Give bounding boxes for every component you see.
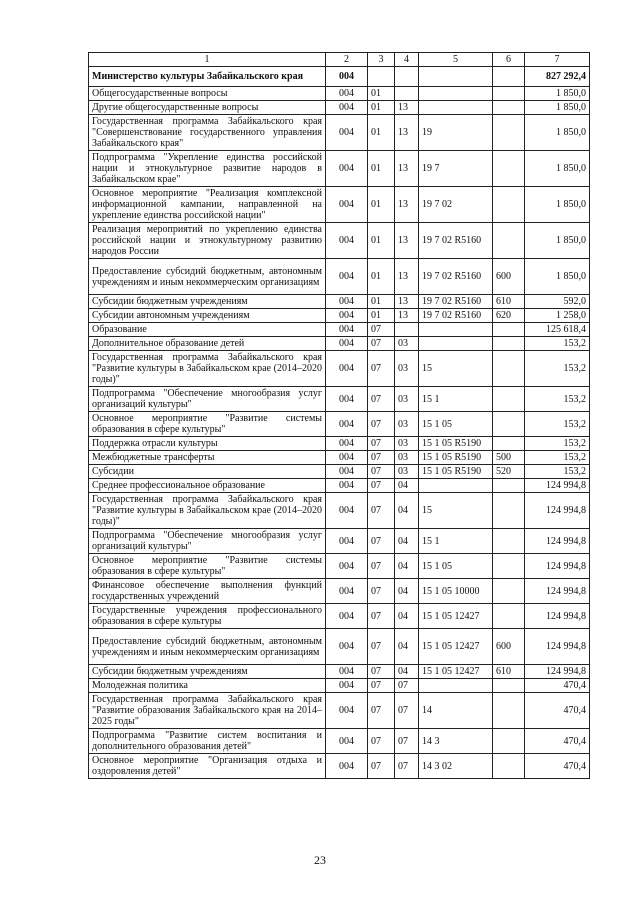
row-section-cell: 07 <box>368 579 395 604</box>
row-code-cell: 004 <box>326 309 368 323</box>
row-section-cell: 07 <box>368 465 395 479</box>
row-subsection-cell: 13 <box>395 187 419 223</box>
row-code-cell: 004 <box>326 101 368 115</box>
row-name-cell: Дополнительное образование детей <box>89 337 326 351</box>
row-amount-cell: 124 994,8 <box>525 579 590 604</box>
row-amount-cell: 124 994,8 <box>525 604 590 629</box>
row-amount-cell: 124 994,8 <box>525 493 590 529</box>
row-code-cell: 004 <box>326 679 368 693</box>
table-row <box>89 451 590 465</box>
row-section-cell: 07 <box>368 479 395 493</box>
row-code-cell: 004 <box>326 493 368 529</box>
row-type-cell <box>493 729 525 754</box>
row-code-cell: 004 <box>326 87 368 101</box>
row-name-cell: Государственная программа Забайкальского края "Развитие образования Забайкальского края на 2014–2025 годы" <box>89 693 326 729</box>
row-amount-cell: 470,4 <box>525 693 590 729</box>
row-section-cell: 07 <box>368 451 395 465</box>
row-name-cell: Предоставление субсидий бюджетным, автономным учреждениям и иным некоммерческим организациям <box>89 629 326 665</box>
row-target-cell: 15 1 05 12427 <box>419 665 493 679</box>
row-amount-cell: 124 994,8 <box>525 629 590 665</box>
row-amount-cell: 153,2 <box>525 337 590 351</box>
row-type-cell <box>493 604 525 629</box>
table-row <box>89 465 590 479</box>
header-cell: 7 <box>525 53 590 67</box>
row-name-cell: Государственная программа Забайкальского края "Развитие культуры в Забайкальском крае (2014–2020 годы)" <box>89 351 326 387</box>
row-type-cell <box>493 579 525 604</box>
table-row <box>89 529 590 554</box>
row-amount-cell: 124 994,8 <box>525 554 590 579</box>
table-row <box>89 87 590 101</box>
row-subsection-cell: 03 <box>395 437 419 451</box>
row-subsection-cell: 07 <box>395 693 419 729</box>
row-subsection-cell: 03 <box>395 351 419 387</box>
row-amount-cell: 124 994,8 <box>525 665 590 679</box>
row-target-cell: 19 7 02 R5160 <box>419 223 493 259</box>
row-section-cell: 07 <box>368 554 395 579</box>
table-row <box>89 412 590 437</box>
row-type-cell <box>493 323 525 337</box>
table-row <box>89 754 590 779</box>
row-type-cell: 600 <box>493 629 525 665</box>
row-code-cell: 004 <box>326 629 368 665</box>
row-section-cell: 07 <box>368 665 395 679</box>
row-target-cell: 15 1 <box>419 529 493 554</box>
row-type-cell: 500 <box>493 451 525 465</box>
row-type-cell: 620 <box>493 309 525 323</box>
budget-table <box>88 52 590 779</box>
row-name-cell: Среднее профессиональное образование <box>89 479 326 493</box>
row-target-cell <box>419 87 493 101</box>
row-type-cell <box>493 87 525 101</box>
table-row <box>89 115 590 151</box>
row-code-cell: 004 <box>326 67 368 87</box>
row-name-cell: Субсидии автономным учреждениям <box>89 309 326 323</box>
row-code-cell: 004 <box>326 187 368 223</box>
row-amount-cell: 470,4 <box>525 729 590 754</box>
row-type-cell <box>493 115 525 151</box>
row-section-cell: 07 <box>368 754 395 779</box>
table-row <box>89 437 590 451</box>
row-type-cell <box>493 554 525 579</box>
row-type-cell <box>493 754 525 779</box>
table-row <box>89 665 590 679</box>
row-subsection-cell: 07 <box>395 679 419 693</box>
row-amount-cell: 592,0 <box>525 295 590 309</box>
row-subsection-cell <box>395 323 419 337</box>
row-subsection-cell: 03 <box>395 387 419 412</box>
table-row <box>89 729 590 754</box>
row-section-cell: 07 <box>368 679 395 693</box>
row-section-cell: 07 <box>368 693 395 729</box>
table-row <box>89 693 590 729</box>
row-name-cell: Основное мероприятие "Развитие системы образования в сфере культуры" <box>89 412 326 437</box>
row-name-cell: Субсидии бюджетным учреждениям <box>89 665 326 679</box>
table-row <box>89 679 590 693</box>
row-code-cell: 004 <box>326 223 368 259</box>
row-code-cell: 004 <box>326 295 368 309</box>
row-name-cell: Субсидии <box>89 465 326 479</box>
row-subsection-cell: 13 <box>395 309 419 323</box>
row-amount-cell: 153,2 <box>525 387 590 412</box>
row-type-cell <box>493 529 525 554</box>
row-section-cell: 01 <box>368 295 395 309</box>
row-amount-cell: 125 618,4 <box>525 323 590 337</box>
row-subsection-cell: 03 <box>395 451 419 465</box>
row-name-cell: Государственная программа Забайкальского края "Совершенствование государственного управления Забайкальского края" <box>89 115 326 151</box>
row-target-cell <box>419 101 493 115</box>
row-section-cell: 07 <box>368 629 395 665</box>
row-target-cell: 14 <box>419 693 493 729</box>
row-code-cell: 004 <box>326 337 368 351</box>
row-amount-cell: 1 850,0 <box>525 115 590 151</box>
row-section-cell: 01 <box>368 187 395 223</box>
row-type-cell <box>493 187 525 223</box>
header-cell: 3 <box>368 53 395 67</box>
row-subsection-cell: 04 <box>395 479 419 493</box>
row-section-cell: 01 <box>368 309 395 323</box>
row-target-cell: 19 7 02 R5160 <box>419 259 493 295</box>
row-amount-cell: 1 850,0 <box>525 151 590 187</box>
row-code-cell: 004 <box>326 604 368 629</box>
row-section-cell: 01 <box>368 223 395 259</box>
row-code-cell: 004 <box>326 693 368 729</box>
row-target-cell <box>419 479 493 493</box>
row-type-cell <box>493 479 525 493</box>
table-row <box>89 187 590 223</box>
row-type-cell <box>493 387 525 412</box>
row-name-cell: Финансовое обеспечение выполнения функций государственных учреждений <box>89 579 326 604</box>
row-section-cell: 01 <box>368 115 395 151</box>
row-type-cell <box>493 412 525 437</box>
row-amount-cell: 1 850,0 <box>525 101 590 115</box>
row-subsection-cell: 13 <box>395 223 419 259</box>
row-target-cell <box>419 679 493 693</box>
row-section-cell: 07 <box>368 604 395 629</box>
row-type-cell <box>493 351 525 387</box>
row-target-cell: 19 7 02 R5160 <box>419 295 493 309</box>
row-target-cell: 15 1 05 R5190 <box>419 451 493 465</box>
row-amount-cell: 153,2 <box>525 412 590 437</box>
row-name-cell: Общегосударственные вопросы <box>89 87 326 101</box>
row-subsection-cell: 13 <box>395 101 419 115</box>
table-row <box>89 387 590 412</box>
row-name-cell: Подпрограмма "Укрепление единства российской нации и этнокультурное развитие народов в Забайкальском крае" <box>89 151 326 187</box>
header-cell: 5 <box>419 53 493 67</box>
row-code-cell: 004 <box>326 323 368 337</box>
row-section-cell: 01 <box>368 87 395 101</box>
row-name-cell: Государственные учреждения профессионального образования в сфере культуры <box>89 604 326 629</box>
table-row <box>89 337 590 351</box>
row-subsection-cell: 04 <box>395 493 419 529</box>
row-subsection-cell <box>395 87 419 101</box>
row-target-cell <box>419 323 493 337</box>
row-amount-cell: 1 850,0 <box>525 223 590 259</box>
row-code-cell: 004 <box>326 665 368 679</box>
table-row <box>89 351 590 387</box>
row-name-cell: Субсидии бюджетным учреждениям <box>89 295 326 309</box>
row-amount-cell: 1 850,0 <box>525 259 590 295</box>
row-code-cell: 004 <box>326 437 368 451</box>
row-type-cell: 520 <box>493 465 525 479</box>
row-code-cell: 004 <box>326 754 368 779</box>
row-type-cell <box>493 337 525 351</box>
row-target-cell <box>419 67 493 87</box>
row-subsection-cell: 04 <box>395 665 419 679</box>
row-name-cell: Поддержка отрасли культуры <box>89 437 326 451</box>
row-amount-cell: 827 292,4 <box>525 67 590 87</box>
row-target-cell <box>419 337 493 351</box>
table-row <box>89 479 590 493</box>
row-target-cell: 15 1 05 10000 <box>419 579 493 604</box>
row-subsection-cell: 03 <box>395 412 419 437</box>
row-target-cell: 15 1 05 12427 <box>419 629 493 665</box>
row-type-cell <box>493 151 525 187</box>
row-code-cell: 004 <box>326 729 368 754</box>
table-row <box>89 259 590 295</box>
table-header-row <box>89 53 590 67</box>
row-target-cell: 15 1 05 12427 <box>419 604 493 629</box>
row-name-cell: Подпрограмма "Обеспечение многообразия услуг организаций культуры" <box>89 387 326 412</box>
row-section-cell: 01 <box>368 151 395 187</box>
table-row <box>89 309 590 323</box>
row-name-cell: Межбюджетные трансферты <box>89 451 326 465</box>
header-cell: 1 <box>89 53 326 67</box>
row-amount-cell: 153,2 <box>525 437 590 451</box>
row-subsection-cell: 13 <box>395 151 419 187</box>
row-subsection-cell: 07 <box>395 729 419 754</box>
row-subsection-cell: 13 <box>395 295 419 309</box>
row-section-cell: 07 <box>368 412 395 437</box>
row-subsection-cell: 04 <box>395 579 419 604</box>
row-type-cell <box>493 693 525 729</box>
row-section-cell: 01 <box>368 101 395 115</box>
table-row <box>89 101 590 115</box>
row-name-cell: Основное мероприятие "Реализация комплексной информационной кампании, направленной на укрепление единства российской нации" <box>89 187 326 223</box>
row-amount-cell: 1 850,0 <box>525 187 590 223</box>
row-type-cell <box>493 101 525 115</box>
row-amount-cell: 470,4 <box>525 754 590 779</box>
row-section-cell: 07 <box>368 493 395 529</box>
row-name-cell: Подпрограмма "Обеспечение многообразия услуг организаций культуры" <box>89 529 326 554</box>
row-type-cell: 610 <box>493 295 525 309</box>
row-subsection-cell: 03 <box>395 337 419 351</box>
row-target-cell: 19 7 02 R5160 <box>419 309 493 323</box>
row-target-cell: 15 1 05 <box>419 412 493 437</box>
row-section-cell: 07 <box>368 323 395 337</box>
row-target-cell: 19 7 02 <box>419 187 493 223</box>
table-row <box>89 579 590 604</box>
row-target-cell: 19 <box>419 115 493 151</box>
row-target-cell: 14 3 02 <box>419 754 493 779</box>
row-section-cell: 07 <box>368 387 395 412</box>
row-subsection-cell: 13 <box>395 259 419 295</box>
row-code-cell: 004 <box>326 351 368 387</box>
row-code-cell: 004 <box>326 451 368 465</box>
row-section-cell: 01 <box>368 259 395 295</box>
row-name-cell: Образование <box>89 323 326 337</box>
row-name-cell: Государственная программа Забайкальского края "Развитие культуры в Забайкальском крае (2014–2020 годы)" <box>89 493 326 529</box>
row-subsection-cell: 13 <box>395 115 419 151</box>
row-target-cell: 14 3 <box>419 729 493 754</box>
row-amount-cell: 153,2 <box>525 451 590 465</box>
row-section-cell: 07 <box>368 729 395 754</box>
row-subsection-cell: 04 <box>395 554 419 579</box>
row-code-cell: 004 <box>326 554 368 579</box>
row-section-cell: 07 <box>368 437 395 451</box>
row-name-cell: Молодежная политика <box>89 679 326 693</box>
table-row <box>89 223 590 259</box>
row-subsection-cell: 03 <box>395 465 419 479</box>
row-subsection-cell: 04 <box>395 529 419 554</box>
row-target-cell: 15 <box>419 493 493 529</box>
header-cell: 4 <box>395 53 419 67</box>
table-row <box>89 629 590 665</box>
row-name-cell: Реализация мероприятий по укреплению единства российской нации и этнокультурному развитию народов России <box>89 223 326 259</box>
row-subsection-cell: 04 <box>395 629 419 665</box>
row-code-cell: 004 <box>326 579 368 604</box>
table-row <box>89 554 590 579</box>
row-name-cell: Основное мероприятие "Развитие системы образования в сфере культуры" <box>89 554 326 579</box>
row-type-cell: 610 <box>493 665 525 679</box>
row-target-cell: 15 1 <box>419 387 493 412</box>
row-section-cell: 07 <box>368 337 395 351</box>
row-target-cell: 15 1 05 R5190 <box>419 465 493 479</box>
row-target-cell: 15 <box>419 351 493 387</box>
row-type-cell <box>493 437 525 451</box>
page-number: 23 <box>314 853 326 867</box>
row-amount-cell: 124 994,8 <box>525 479 590 493</box>
row-target-cell: 15 1 05 R5190 <box>419 437 493 451</box>
header-cell: 2 <box>326 53 368 67</box>
row-amount-cell: 1 258,0 <box>525 309 590 323</box>
row-amount-cell: 153,2 <box>525 351 590 387</box>
row-name-cell: Подпрограмма "Развитие систем воспитания и дополнительного образования детей" <box>89 729 326 754</box>
row-code-cell: 004 <box>326 479 368 493</box>
row-code-cell: 004 <box>326 529 368 554</box>
row-amount-cell: 470,4 <box>525 679 590 693</box>
table-row <box>89 151 590 187</box>
row-code-cell: 004 <box>326 465 368 479</box>
row-code-cell: 004 <box>326 387 368 412</box>
row-code-cell: 004 <box>326 151 368 187</box>
row-name-cell: Основное мероприятие "Организация отдыха и оздоровления детей" <box>89 754 326 779</box>
table-row <box>89 604 590 629</box>
row-target-cell: 15 1 05 <box>419 554 493 579</box>
row-type-cell <box>493 223 525 259</box>
row-code-cell: 004 <box>326 412 368 437</box>
row-code-cell: 004 <box>326 259 368 295</box>
row-amount-cell: 153,2 <box>525 465 590 479</box>
row-type-cell: 600 <box>493 259 525 295</box>
row-name-cell: Предоставление субсидий бюджетным, автономным учреждениям и иным некоммерческим организациям <box>89 259 326 295</box>
row-subsection-cell: 04 <box>395 604 419 629</box>
row-amount-cell: 124 994,8 <box>525 529 590 554</box>
row-name-cell: Другие общегосударственные вопросы <box>89 101 326 115</box>
table-row <box>89 493 590 529</box>
row-type-cell <box>493 679 525 693</box>
header-cell: 6 <box>493 53 525 67</box>
row-section-cell: 07 <box>368 351 395 387</box>
row-subsection-cell <box>395 67 419 87</box>
row-subsection-cell: 07 <box>395 754 419 779</box>
row-type-cell <box>493 67 525 87</box>
row-name-cell: Министерство культуры Забайкальского края <box>89 67 326 87</box>
row-code-cell: 004 <box>326 115 368 151</box>
table-row <box>89 323 590 337</box>
row-section-cell <box>368 67 395 87</box>
row-section-cell: 07 <box>368 529 395 554</box>
row-target-cell: 19 7 <box>419 151 493 187</box>
row-type-cell <box>493 493 525 529</box>
row-amount-cell: 1 850,0 <box>525 87 590 101</box>
table-row <box>89 295 590 309</box>
table-row <box>89 67 590 87</box>
